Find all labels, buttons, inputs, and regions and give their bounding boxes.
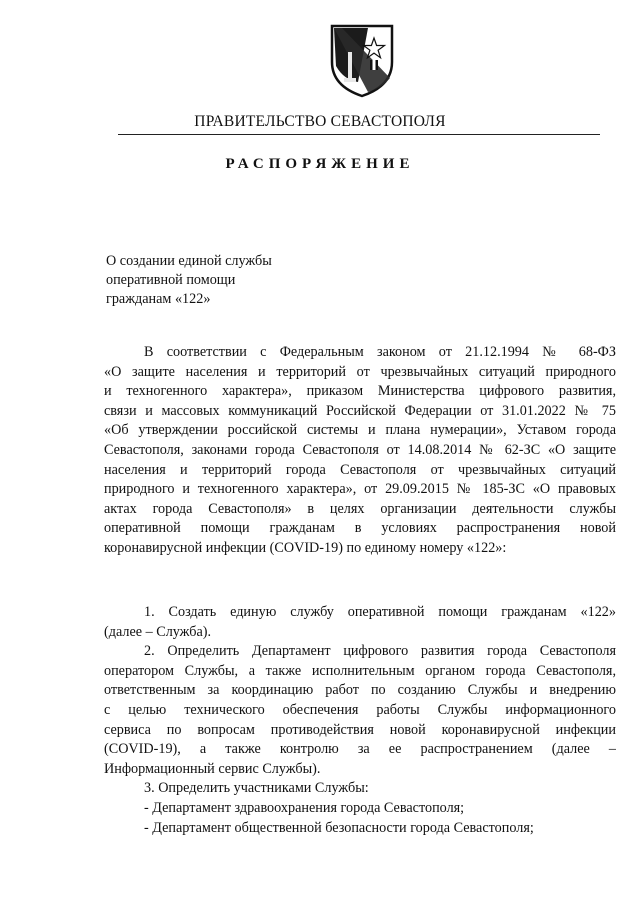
header-divider <box>118 134 600 135</box>
preamble-line: актах города Севастополя» в целях организации деятельности службы <box>104 500 616 517</box>
preamble-line: Севастополя, законами города Севастополя от 14.08.2014 № 62-ЗС «О защите <box>104 441 616 458</box>
preamble-paragraph <box>104 343 616 559</box>
document-type-title: РАСПОРЯЖЕНИЕ <box>225 156 415 172</box>
item-line: 3. Определить участниками Службы: <box>144 780 369 797</box>
preamble-line: «О защите населения и территорий от чрезвычайных ситуаций природного <box>104 363 616 380</box>
item-line: (COVID-19), а также контролю за ее распространением (далее – <box>104 741 616 758</box>
preamble-line: оперативной помощи гражданам в условиях распространения новой <box>104 520 616 537</box>
subject-line: оперативной помощи <box>106 272 236 288</box>
item-line: сервиса по вопросам противодействия новой коронавирусной инфекции <box>104 721 616 738</box>
item-line: оператором Службы, а также исполнительным органом города Севастополя, <box>104 662 616 679</box>
item-line: - Департамент общественной безопасности города Севастополя; <box>144 819 534 836</box>
coat-of-arms-icon <box>328 22 396 98</box>
preamble-line: населения и территорий города Севастополя от чрезвычайных ситуаций <box>104 461 616 478</box>
preamble-line: и техногенного характера», приказом Министерства цифрового развития, <box>104 383 616 400</box>
preamble-line: В соответствии с Федеральным законом от 21.12.1994 № 68-ФЗ <box>144 344 616 360</box>
item-line: с целью технического обеспечения работы Службы информационного <box>104 701 616 718</box>
item-line: 2. Определить Департамент цифрового развития города Севастополя <box>144 643 616 660</box>
items-list <box>104 603 616 838</box>
item-line: - Департамент здравоохранения города Севастополя; <box>144 799 465 816</box>
organization-name: ПРАВИТЕЛЬСТВО СЕВАСТОПОЛЯ <box>194 113 446 130</box>
item-line: Информационный сервис Службы). <box>104 760 321 777</box>
item-line: (далее – Служба). <box>104 623 212 640</box>
preamble-line: природного и техногенного характера», от 29.09.2015 № 185-ЗС «О правовых <box>104 481 616 498</box>
subject-block <box>106 252 272 309</box>
subject-line: О создании единой службы <box>106 253 272 269</box>
item-line: ответственным за координацию работ по созданию Службы и внедрению <box>104 682 616 699</box>
item-line: 1. Создать единую службу оперативной помощи гражданам «122» <box>144 604 616 620</box>
preamble-line: «Об утверждении российской системы и плана нумерации», Уставом города <box>104 422 616 439</box>
subject-line: гражданам «122» <box>106 291 211 307</box>
preamble-line: связи и массовых коммуникаций Российской Федерации от 31.01.2022 № 75 <box>104 402 616 419</box>
preamble-line: коронавирусной инфекции (COVID-19) по единому номеру «122»: <box>104 539 507 556</box>
